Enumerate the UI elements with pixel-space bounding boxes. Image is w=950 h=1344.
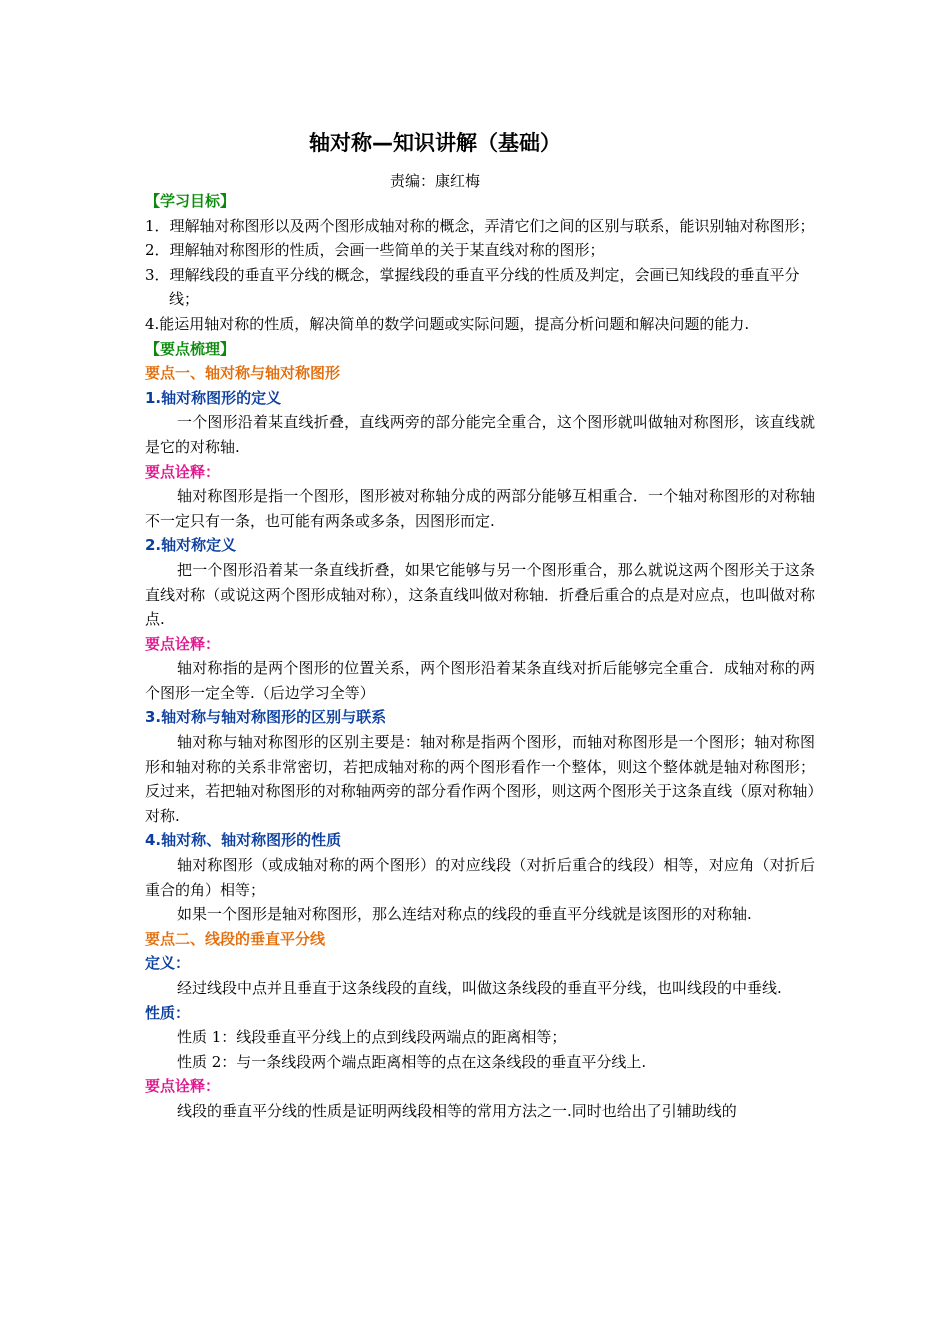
point2-def-label: 定义： <box>145 954 191 973</box>
point1-s2-heading: 2.轴对称定义 <box>145 536 237 555</box>
point1-s2-text: 把一个图形沿着某一条直线折叠，如果它能够与另一个图形重合，那么就说这两个图形关于这条直线对称（或说这两个图形成轴对称），这条直线叫做对称轴．折叠后重合的点是对应点，也叫做对称点. <box>145 560 815 629</box>
goals-heading: 【学习目标】 <box>145 192 236 210</box>
point2-heading: 要点二、线段的垂直平分线 <box>145 929 326 948</box>
point1-s4-heading: 4.轴对称、轴对称图形的性质 <box>145 831 342 850</box>
point1-s4-text2: 如果一个图形是轴对称图形，那么连结对称点的线段的垂直平分线就是该图形的对称轴. <box>177 905 752 924</box>
goal-item-3: 3．理解线段的垂直平分线的概念，掌握线段的垂直平分线的性质及判定，会画已知线段的垂直平分线； <box>145 265 800 309</box>
goal-item-4: 4.能运用轴对称的性质，解决简单的数学问题或实际问题，提高分析问题和解决问题的能力. <box>145 314 750 333</box>
point1-s1-heading: 1.轴对称图形的定义 <box>145 388 282 407</box>
goal-item-2: 2．理解轴对称图形的性质，会画一些简单的关于某直线对称的图形； <box>145 241 605 260</box>
point1-s1-note: 轴对称图形是指一个图形，图形被对称轴分成的两部分能够互相重合．一个轴对称图形的对称轴不一定只有一条，也可能有两条或多条，因图形而定. <box>145 487 815 530</box>
point2-def-text: 经过线段中点并且垂直于这条线段的直线，叫做这条线段的垂直平分线，也叫线段的中垂线. <box>177 979 782 997</box>
point1-s2-note: 轴对称指的是两个图形的位置关系，两个图形沿着某条直线对折后能够完全重合．成轴对称的两个图形一定全等.（后边学习全等） <box>145 659 815 702</box>
point1-s1-text: 一个图形沿着某直线折叠，直线两旁的部分能完全重合，这个图形就叫做轴对称图形，该直线就是它的对称轴. <box>145 413 815 456</box>
author-line: 责编：康红梅 <box>389 172 480 190</box>
point2-prop2: 性质 2：与一条线段两个端点距离相等的点在这条线段的垂直平分线上. <box>177 1052 647 1071</box>
document-content <box>145 189 815 1124</box>
goal-item-1: 1．理解轴对称图形以及两个图形成轴对称的概念，弄清它们之间的区别与联系，能识别轴对称图形； <box>145 216 815 235</box>
point1-s3-heading: 3.轴对称与轴对称图形的区别与联系 <box>145 708 387 727</box>
points-heading: 【要点梳理】 <box>145 339 236 358</box>
point1-s2-note-label: 要点诠释： <box>145 634 221 653</box>
point1-s1-note-label: 要点诠释： <box>145 462 221 481</box>
point1-heading: 要点一、轴对称与轴对称图形 <box>145 364 341 383</box>
point1-s3-text: 轴对称与轴对称图形的区别主要是：轴对称是指两个图形，而轴对称图形是一个图形；轴对称图形和轴对称的关系非常密切，若把成轴对称的两个图形看作一个整体，则这个整体就是轴对称图形；反过来，若把轴对称图形的对称轴两旁的部分看作两个图形，则这两个图形关于这条直线（原对称轴）对称. <box>145 733 815 825</box>
point2-prop-label: 性质： <box>145 1003 191 1022</box>
point2-prop1: 性质 1：线段垂直平分线上的点到线段两端点的距离相等； <box>177 1028 567 1047</box>
point2-note-text: 线段的垂直平分线的性质是证明两线段相等的常用方法之一.同时也给出了引辅助线的 <box>177 1101 737 1120</box>
point1-s4-text1: 轴对称图形（或成轴对称的两个图形）的对应线段（对折后重合的线段）相等，对应角（对折后重合的角）相等； <box>145 856 815 899</box>
point2-note-label: 要点诠释： <box>145 1077 221 1096</box>
page-title: 轴对称—知识讲解（基础） <box>309 131 561 155</box>
